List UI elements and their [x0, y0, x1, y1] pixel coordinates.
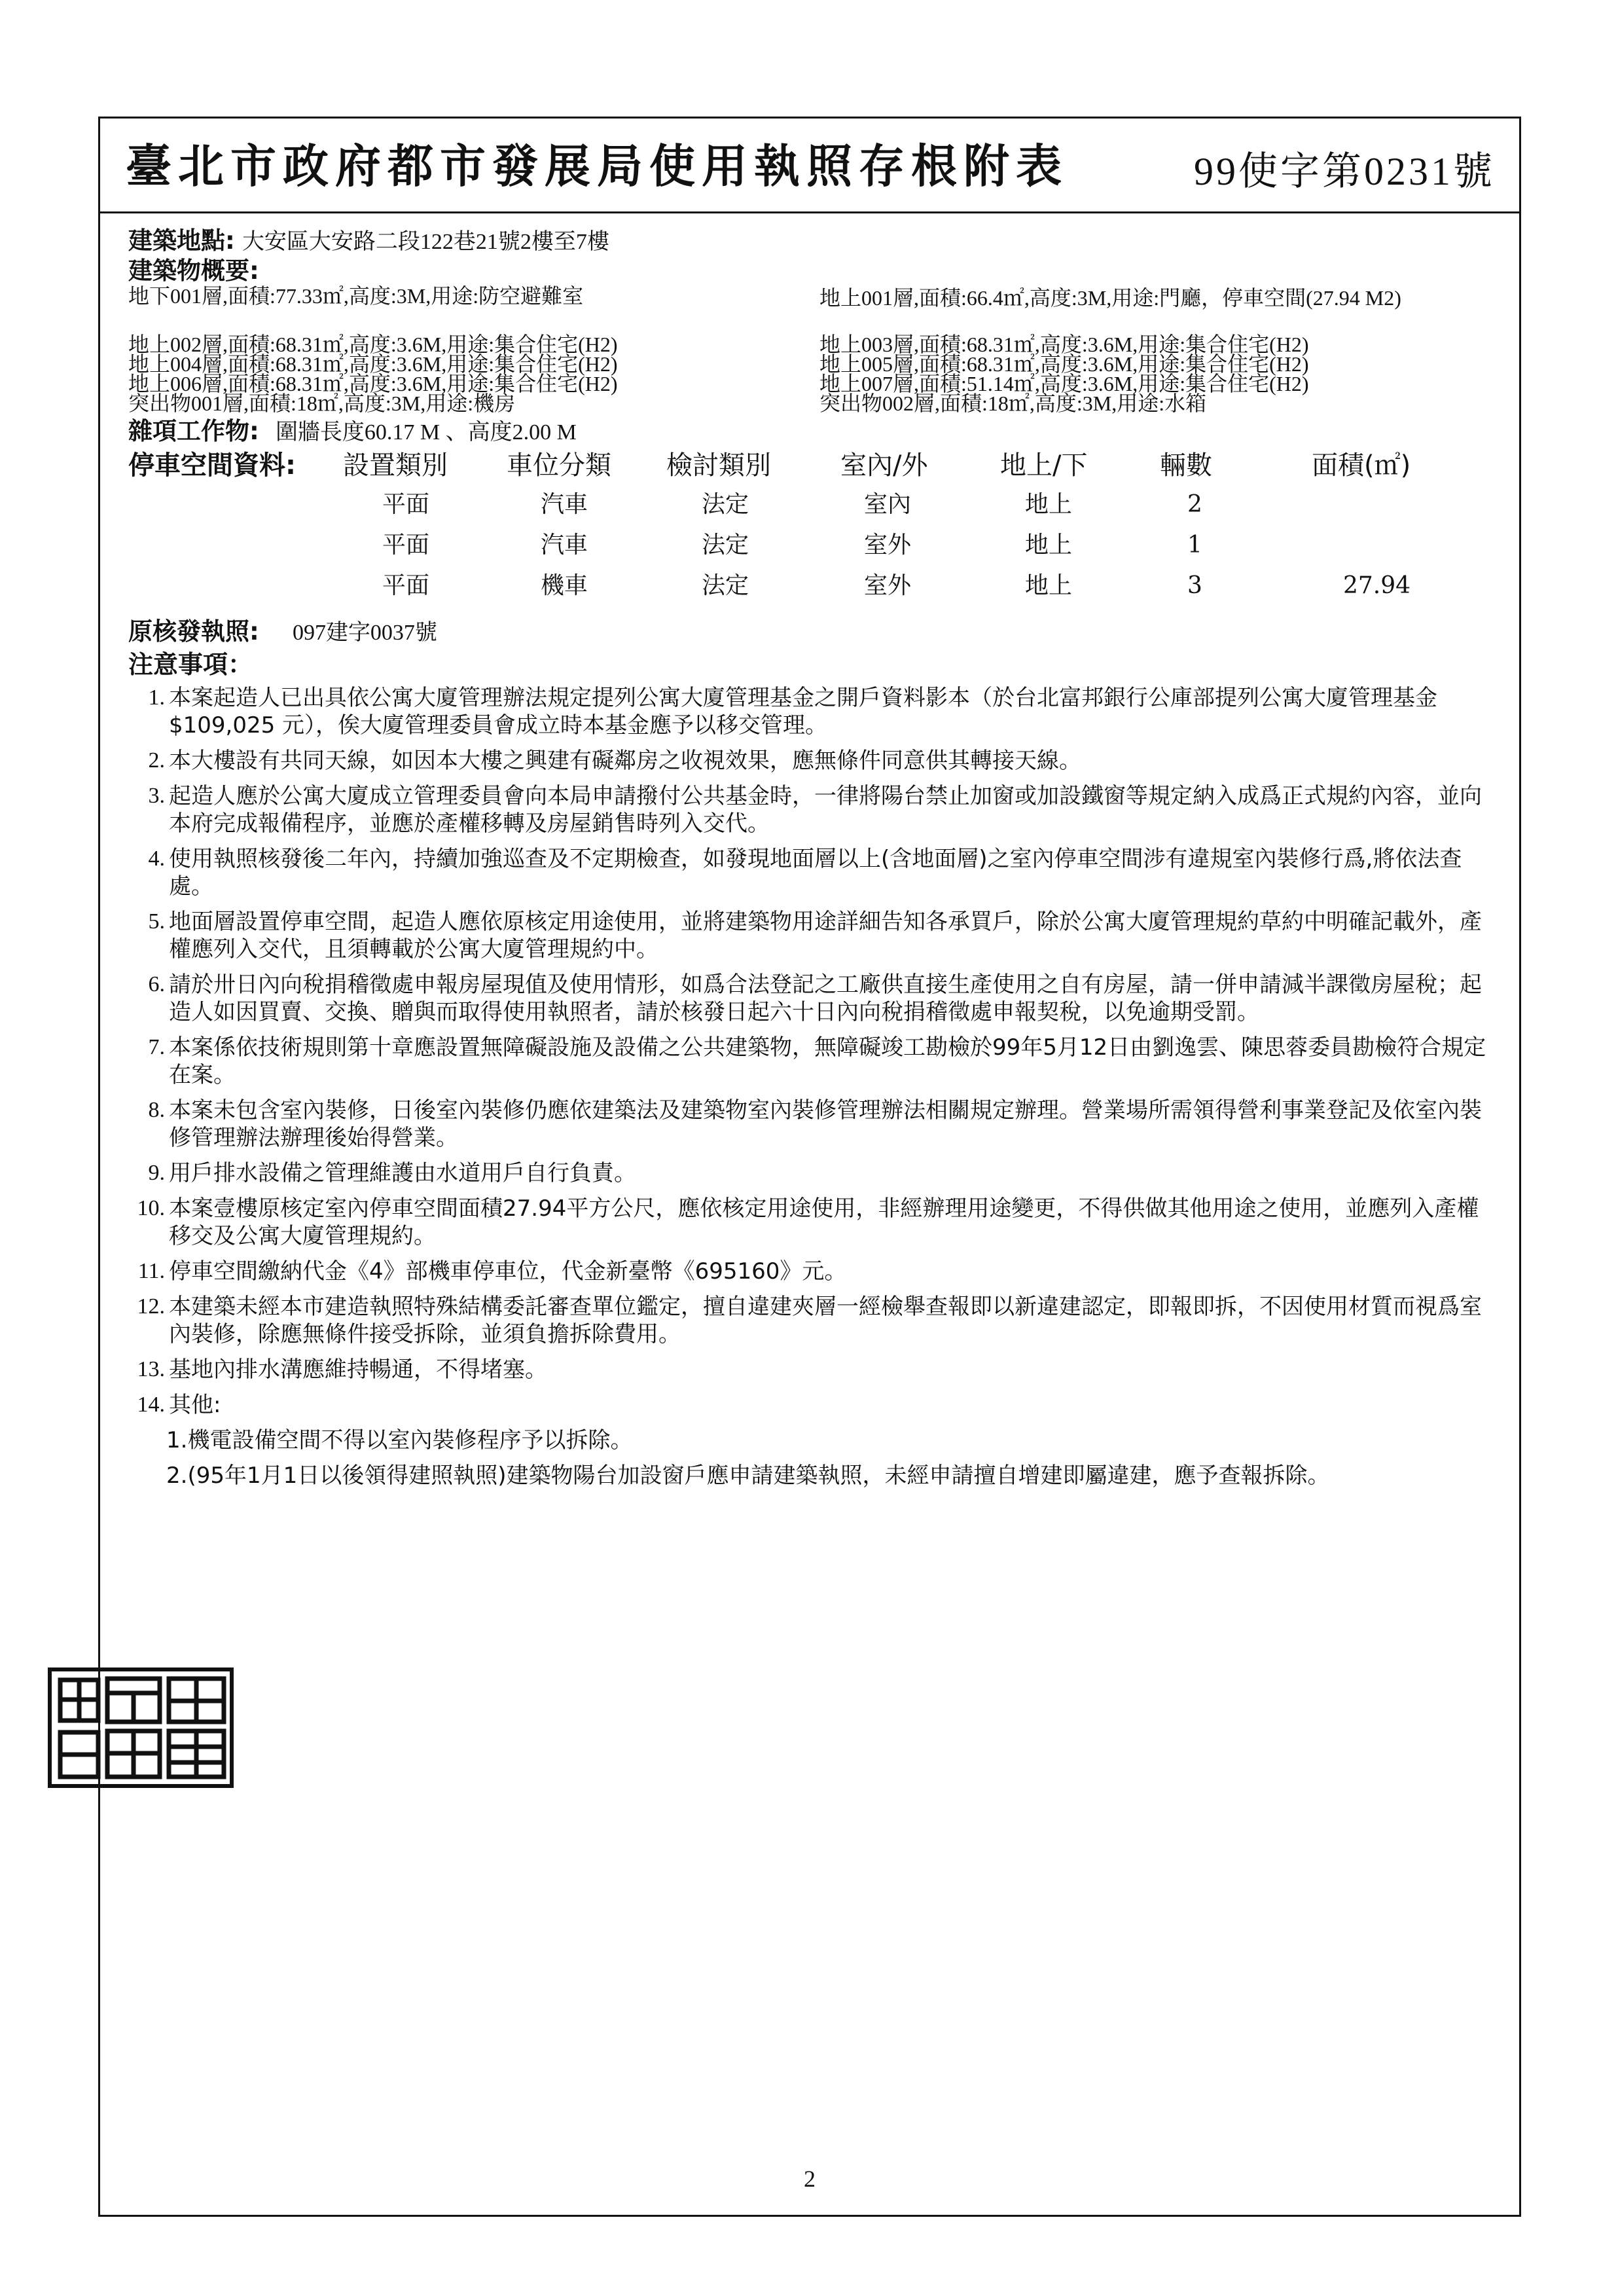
parking-col-header: 地上/下	[1000, 450, 1088, 481]
document-header	[98, 117, 1521, 213]
note-item	[128, 1195, 1498, 1250]
parking-cell: 室內	[864, 491, 912, 518]
parking-label: 停車空間資料:	[128, 450, 296, 481]
document-number: 99使字第0231號	[1194, 150, 1495, 193]
parking-col-header: 輛數	[1160, 450, 1212, 481]
original-license-row	[128, 617, 1522, 647]
note-number: 4.	[148, 847, 165, 871]
note-item	[128, 1258, 1498, 1285]
note-number: 3.	[148, 784, 165, 808]
note-text: 起造人應於公寓大廈成立管理委員會向本局申請撥付公共基金時，一律將陽台禁止加窗或加設鐵窗等規定納入成爲正式規約內容，並向本府完成報備程序，並應於產權移轉及房屋銷售時列入交代。	[169, 783, 1482, 837]
floor-entry: 地上006層,面積:68.31㎡,高度:3.6M,用途:集合住宅(H2)	[128, 372, 618, 395]
misc-value: 圍牆長度60.17 M 、高度2.00 M	[275, 420, 577, 445]
note-item	[128, 782, 1498, 837]
note-item	[128, 747, 1498, 774]
parking-cell: 地上	[1025, 491, 1073, 518]
parking-row	[128, 572, 1522, 612]
floor-row	[128, 374, 1522, 393]
note-text: 基地內排水溝應維持暢通，不得堵塞。	[169, 1357, 547, 1383]
floor-row	[128, 286, 1522, 335]
floor-entry: 地上007層,面積:51.14㎡,高度:3.6M,用途:集合住宅(H2)	[819, 372, 1309, 395]
floor-row	[128, 354, 1522, 374]
page-number: 2	[804, 2166, 816, 2192]
note-text: 停車空間繳納代金《4》部機車停車位，代金新臺幣《695160》元。	[169, 1258, 847, 1285]
floor-entry: 地下001層,面積:77.33㎡,高度:3M,用途:防空避難室	[128, 284, 584, 308]
parking-col-header: 車位分類	[507, 450, 611, 481]
floor-entry: 地上001層,面積:66.4㎡,高度:3M,用途:門廳，停車空間(27.94 M2)	[819, 286, 1401, 310]
parking-cell: 室外	[864, 572, 912, 599]
document-title: 臺北市政府都市發展局使用執照存根附表	[126, 139, 1068, 193]
note-number: 8.	[148, 1098, 165, 1122]
note-item	[128, 1391, 1498, 1419]
note-item	[128, 1356, 1498, 1383]
note-number: 13.	[137, 1357, 165, 1381]
note-number: 14.	[137, 1393, 165, 1417]
other-sub-items	[128, 1427, 1522, 1489]
note-number: 10.	[137, 1196, 165, 1220]
note-text: 使用執照核發後二年內，持續加強巡查及不定期檢查，如發現地面層以上(含地面層)之室內停車空間涉有違規室內裝修行爲,將依法查處。	[169, 846, 1462, 900]
site-row	[128, 227, 1522, 257]
note-number: 9.	[148, 1161, 165, 1185]
parking-cell: 室外	[864, 532, 912, 558]
parking-header-row	[128, 451, 1522, 490]
note-text: 請於卅日內向稅捐稽徵處申報房屋現值及使用情形，如爲合法登記之工廠供直接生產使用之自有房屋，請一併申請減半課徵房屋稅；起造人如因買賣、交換、贈與而取得使用執照者，請於核發日起六十日內向稅捐稽徵處申報契稅，以免逾期受罰。	[169, 972, 1482, 1025]
note-item	[128, 845, 1498, 900]
note-text: 本大樓設有共同天線，如因本大樓之興建有礙鄰房之收視效果，應無條件同意供其轉接天線。	[169, 748, 1081, 774]
document-body	[128, 227, 1522, 1497]
note-text: 本案未包含室內裝修，日後室內裝修仍應依建築法及建築物室內裝修管理辦法相關規定辦理。營業場所需領得營利事業登記及依室內裝修管理辦法辦理後始得營業。	[169, 1097, 1482, 1151]
note-text: 地面層設置停車空間，起造人應依原核定用途使用，並將建築物用途詳細告知各承買戶，除於公寓大廈管理規約草約中明確記載外，產權應列入交代，且須轉載於公寓大廈管理規約中。	[169, 909, 1482, 962]
sub-item: 1.機電設備空間不得以室內裝修程序予以拆除。	[166, 1427, 633, 1453]
parking-cell: 法定	[702, 572, 749, 599]
note-item	[128, 1034, 1498, 1089]
parking-cell: 地上	[1025, 532, 1073, 558]
notes-list	[128, 684, 1522, 1419]
parking-row	[128, 490, 1522, 531]
overview-row	[128, 257, 1522, 286]
note-text: 用戶排水設備之管理維護由水道用戶自行負責。	[169, 1160, 636, 1186]
parking-cell: 3	[1187, 572, 1202, 599]
floor-row	[128, 393, 1522, 413]
overview-label: 建築物概要:	[128, 257, 259, 285]
parking-col-header: 檢討類別	[666, 450, 771, 481]
notes-heading-row	[128, 650, 1522, 680]
note-item	[128, 1159, 1498, 1187]
note-item	[128, 684, 1498, 739]
note-item	[128, 1293, 1498, 1348]
parking-cell: 地上	[1025, 572, 1073, 599]
floor-entry: 地上004層,面積:68.31㎡,高度:3.6M,用途:集合住宅(H2)	[128, 352, 618, 376]
parking-col-header: 室內/外	[840, 450, 928, 481]
note-number: 5.	[148, 909, 165, 934]
parking-col-header: 設置類別	[343, 450, 448, 481]
notes-title: 注意事項：	[128, 650, 253, 679]
note-number: 2.	[148, 748, 165, 773]
parking-cell: 2	[1187, 491, 1202, 518]
site-label: 建築地點:	[128, 227, 235, 255]
parking-cell: 法定	[702, 491, 749, 518]
sub-item: 2.(95年1月1日以後領得建照執照)建築物陽台加設窗戶應申請建築執照，未經申請擅自增建即屬違建，應予查報拆除。	[166, 1463, 1330, 1489]
note-number: 6.	[148, 972, 165, 996]
misc-row	[128, 417, 1522, 447]
parking-cell: 平面	[382, 532, 430, 558]
parking-cell: 汽車	[541, 491, 588, 518]
note-item	[128, 1097, 1498, 1152]
parking-cell: 平面	[382, 491, 430, 518]
misc-label: 雜項工作物:	[128, 417, 259, 445]
floor-entry: 地上002層,面積:68.31㎡,高度:3.6M,用途:集合住宅(H2)	[128, 333, 618, 356]
note-text: 其他:	[169, 1392, 221, 1418]
parking-cell: 汽車	[541, 532, 588, 558]
note-number: 11.	[137, 1259, 165, 1283]
floor-entry: 突出物002層,面積:18㎡,高度:3M,用途:水箱	[819, 392, 1207, 415]
floor-entry: 地上005層,面積:68.31㎡,高度:3.6M,用途:集合住宅(H2)	[819, 352, 1309, 376]
note-text: 本案起造人已出具依公寓大廈管理辦法規定提列公寓大廈管理基金之開戶資料影本（於台北富邦銀行公庫部提列公寓大廈管理基金$109,025 元），俟大廈管理委員會成立時本基金應予以移交管理。	[169, 685, 1437, 738]
parking-col-header: 面積(㎡)	[1312, 450, 1411, 481]
parking-cell: 27.94	[1343, 572, 1411, 599]
note-item	[128, 908, 1498, 963]
floor-entry: 地上003層,面積:68.31㎡,高度:3.6M,用途:集合住宅(H2)	[819, 333, 1309, 356]
note-number: 7.	[148, 1035, 165, 1059]
note-text: 本建築未經本市建造執照特殊結構委託審查單位鑑定，擅自違建夾層一經檢舉查報即以新違建認定，即報即拆，不因使用材質而視爲室內裝修，除應無條件接受拆除，並須負擔拆除費用。	[169, 1294, 1482, 1347]
original-license-value: 097建字0037號	[292, 621, 437, 645]
floor-row	[128, 335, 1522, 354]
site-value: 大安區大安路二段122巷21號2樓至7樓	[242, 230, 609, 254]
parking-cell: 1	[1187, 532, 1202, 558]
note-number: 12.	[137, 1294, 165, 1319]
parking-cell: 平面	[382, 572, 430, 599]
note-item	[128, 971, 1498, 1026]
note-text: 本案壹樓原核定室內停車空間面積27.94平方公尺，應依核定用途使用，非經辦理用途變更，不得供做其他用途之使用，並應列入產權移交及公寓大廈管理規約。	[169, 1195, 1479, 1249]
parking-row	[128, 531, 1522, 572]
note-text: 本案係依技術規則第十章應設置無障礙設施及設備之公共建築物，無障礙竣工勘檢於99年5月12日由劉逸雲、陳思蓉委員勘檢符合規定在案。	[169, 1034, 1486, 1088]
floor-entry: 突出物001層,面積:18㎡,高度:3M,用途:機房	[128, 392, 516, 415]
original-license-label: 原核發執照:	[128, 617, 259, 646]
official-seal-stamp	[47, 1667, 234, 1789]
parking-cell: 法定	[702, 532, 749, 558]
parking-cell: 機車	[541, 572, 588, 599]
seal-graphic-icon	[47, 1667, 234, 1789]
floor-list	[128, 286, 1522, 413]
note-number: 1.	[148, 685, 165, 710]
